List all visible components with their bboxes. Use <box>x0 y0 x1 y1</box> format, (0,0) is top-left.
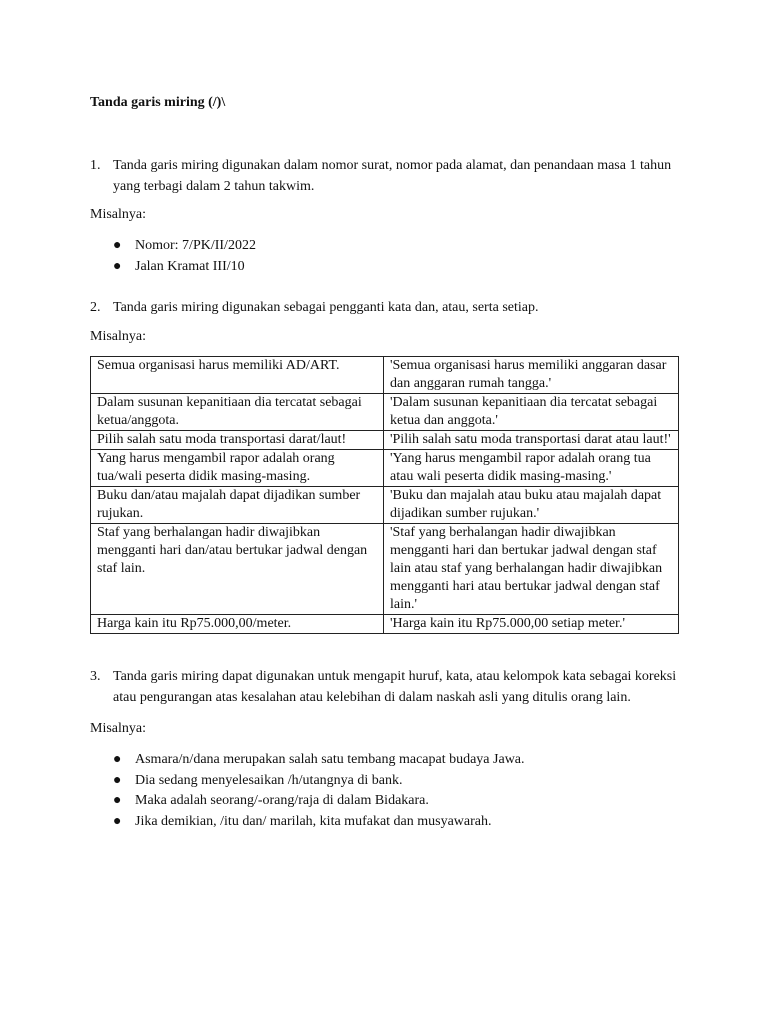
section-3 <box>90 666 680 832</box>
table-cell-original: Pilih salah satu moda transportasi darat/laut! <box>91 431 384 450</box>
section-2 <box>90 297 680 634</box>
table-cell-original: Harga kain itu Rp75.000,00/meter. <box>91 615 384 634</box>
list-item: ● Asmara/n/dana merupakan salah satu tembang macapat budaya Jawa. <box>90 750 680 771</box>
table-cell-meaning: 'Staf yang berhalangan hadir diwajibkan mengganti hari dan bertukar jadwal dengan staf lain atau staf yang berhalangan hadir diwajibkan mengganti hari atau bertukar jadwal dengan staf lain.' <box>384 524 679 615</box>
table-row <box>91 394 679 431</box>
example-list <box>90 236 680 277</box>
bullet-icon: ● <box>113 752 122 767</box>
item-number: 2. <box>90 300 101 315</box>
item-text: Tanda garis miring digunakan sebagai pengganti kata dan, atau, serta setiap. <box>113 300 539 315</box>
table-cell-original: Yang harus mengambil rapor adalah orang tua/wali peserta didik masing-masing. <box>91 450 384 487</box>
item-number: 3. <box>90 669 101 684</box>
table-row <box>91 615 679 634</box>
table-cell-meaning: 'Semua organisasi harus memiliki anggaran dasar dan anggaran rumah tangga.' <box>384 357 679 394</box>
table-row <box>91 431 679 450</box>
document-title: Tanda garis miring (/)\ <box>90 95 226 110</box>
example-table <box>90 356 679 634</box>
table-cell-meaning: 'Pilih salah satu moda transportasi darat atau laut!' <box>384 431 679 450</box>
document-page <box>90 94 680 832</box>
example-label: Misalnya: <box>90 329 146 344</box>
list-item: ● Dia sedang menyelesaikan /h/utangnya di bank. <box>90 771 680 792</box>
table-cell-meaning: 'Harga kain itu Rp75.000,00 setiap meter.' <box>384 615 679 634</box>
example-label: Misalnya: <box>90 207 146 222</box>
item-text: Tanda garis miring digunakan dalam nomor surat, nomor pada alamat, dan penandaan masa 1 tahun yang terbagi dalam 2 tahun takwim. <box>113 158 672 194</box>
numbered-item <box>90 155 680 197</box>
table-cell-original: Semua organisasi harus memiliki AD/ART. <box>91 357 384 394</box>
table-cell-meaning: 'Dalam susunan kepanitiaan dia tercatat sebagai ketua dan anggota.' <box>384 394 679 431</box>
item-text: Tanda garis miring dapat digunakan untuk mengapit huruf, kata, atau kelompok kata sebagai koreksi atau pengurangan atas kesalahan atau kelebihan di dalam naskah asli yang ditulis orang lain. <box>113 669 677 705</box>
section-1 <box>90 155 680 277</box>
list-item: ● Maka adalah seorang/-orang/raja di dalam Bidakara. <box>90 791 680 812</box>
table-row <box>91 524 679 615</box>
table-row <box>91 487 679 524</box>
table-cell-original: Buku dan/atau majalah dapat dijadikan sumber rujukan. <box>91 487 384 524</box>
bullet-icon: ● <box>113 238 122 253</box>
table-row <box>91 357 679 394</box>
list-item: ● Jika demikian, /itu dan/ marilah, kita mufakat dan musyawarah. <box>90 812 680 833</box>
item-number: 1. <box>90 158 101 173</box>
table-cell-original: Dalam susunan kepanitiaan dia tercatat sebagai ketua/anggota. <box>91 394 384 431</box>
list-item: ● Nomor: 7/PK/II/2022 <box>90 236 680 257</box>
bullet-icon: ● <box>113 813 122 829</box>
example-list <box>90 750 680 832</box>
table-cell-original: Staf yang berhalangan hadir diwajibkan mengganti hari dan/atau bertukar jadwal dengan staf lain. <box>91 524 384 615</box>
bullet-icon: ● <box>113 258 122 274</box>
example-label: Misalnya: <box>90 721 146 736</box>
table-cell-meaning: 'Buku dan majalah atau buku atau majalah dapat dijadikan sumber rujukan.' <box>384 487 679 524</box>
table-row <box>91 450 679 487</box>
table-cell-meaning: 'Yang harus mengambil rapor adalah orang tua atau wali peserta didik masing-masing.' <box>384 450 679 487</box>
bullet-icon: ● <box>113 772 122 788</box>
numbered-item <box>90 297 680 318</box>
numbered-item <box>90 666 680 708</box>
list-item: ● Jalan Kramat III/10 <box>90 257 680 278</box>
bullet-icon: ● <box>113 793 122 808</box>
